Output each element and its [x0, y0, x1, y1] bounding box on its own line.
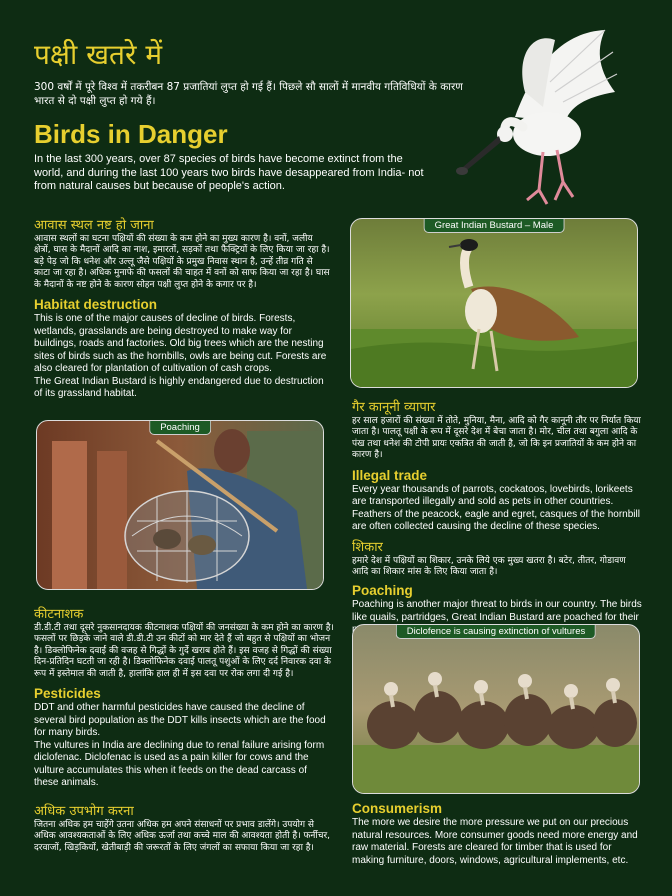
bustard-caption: Great Indian Bustard – Male — [424, 219, 565, 233]
pesticides-section — [34, 606, 334, 790]
cage-image — [37, 421, 323, 589]
pesticides-text-english: DDT and other harmful pesticides have caused the decline of several bird population as the DDT kills insects which are the food for many birds. The vultures in India are declining due to renal failure arising form diclofenac. Diclofenac is used as a pain killer for cows and the vulture accumulates this when it feeds on the dead carcass of these animals. — [34, 702, 326, 789]
illegal-trade-text-english: Every year thousands of parrots, cockatoos, lovebirds, lorikeets are transported illegally and sold as pets in other countries. Feathers of the peacock, eagle and egret, casques of the hornbill are often collected causing the decline of these species. — [352, 483, 640, 533]
consumerism-english-block — [352, 801, 644, 867]
habitat-heading-english: Habitat destruction — [34, 297, 158, 313]
habitat-text-hindi: आवास स्थलों का घटना पक्षियों की संख्या के कम होने का मुख्य कारण है। वनों, जलीय क्षेत्रों, घास के मैदानों आदि का नाश, इमारतों, सड़कों तथा फैक्ट्रियों के लिए किया जा रहा है। बड़े पेड़ जो कि धनेश और उल्लू जैसे पक्षियों के प्रमुख निवास स्थान है, उन्हें तीव्र गति से काटा जा रहा है। अधिक मुनाफे की फसलों की चाहत में वनों को साफ किया जा रहा है। घास के मैदानों के नष्ट होने के कारण सोहन पक्षी लुप्त होने के कगार पर है। — [34, 234, 330, 290]
pesticides-heading-english: Pesticides — [34, 686, 101, 702]
bustard-photo — [350, 218, 638, 388]
poaching-text-hindi: हमारे देश में पक्षियों का शिकार, उनके लिये एक मुख्य खतरा है। बटेर, तीतर, गोडावण आदि का शिकार मांस के लिए किया जाता है। — [352, 555, 626, 578]
poaching-caption: Poaching — [149, 421, 211, 435]
vultures-photo — [352, 624, 640, 794]
illegal-trade-text-hindi: हर साल हजारों की संख्या में तोते, मुनिया, मैना, आदि को गैर कानूनी तौर पर निर्यात किया जाता है। पालतू पक्षी के रूप में दूसरे देश में बेचा जाता है। मोर, चील तथा बगुला आदि के पंख तथा धनेश की टोपी प्रायः एकत्रित की जाती है, जो कि इन प्रजातियों के कम होने का कारण है। — [352, 416, 641, 461]
poaching-photo — [36, 420, 324, 590]
consumerism-heading-hindi: अधिक उपभोग करना — [34, 804, 134, 819]
consumerism-text-hindi: जितना अधिक हम चाहेंगे उतना अधिक हम अपने संसाधनों पर प्रभाव डालेंगे। उपयोग से अधिक आवश्यकताओं के लिए अधिक ऊर्जा तथा कच्चे माल की आवश्यता होती है। फर्नीचर, दरवाजों, खिड़कियों, खेतीबाड़ी की जरूरतों के लिए जंगलों का सफाया किया जा रहा है। — [34, 820, 330, 853]
poaching-heading-english: Poaching — [352, 583, 413, 599]
intro-english: In the last 300 years, over 87 species of birds have become extinct from the world, and during the last 100 years two birds have desappeared from India- not from natural causes but because of people's action. — [34, 153, 424, 192]
habitat-section — [34, 217, 330, 401]
vultures-image — [353, 625, 639, 793]
page-title-hindi: पक्षी खतरे में — [34, 38, 163, 71]
spoonbill-image — [455, 22, 625, 212]
poaching-heading-hindi: शिकार — [352, 539, 383, 555]
illegal-trade-heading-hindi: गैर कानूनी व्यापार — [352, 400, 436, 415]
consumerism-heading-english: Consumerism — [352, 801, 443, 816]
illegal-trade-section — [352, 399, 642, 637]
consumerism-hindi-block — [34, 803, 334, 854]
page-title-english: Birds in Danger — [34, 119, 228, 149]
intro-hindi: 300 वर्षों में पूरे विश्व में तकरीबन 87 प्रजातियां लुप्त हो गई हैं। पिछले सौ सालों में मानवीय गतिविधियों के कारण भारत से दो पक्षी लुप्त हो गये हैं। — [34, 81, 463, 107]
pesticides-text-hindi: डी.डी.टी तथा दूसरे नुकसानदायक कीटनाशक पक्षियों की जनसंख्या के कम होने का कारण है। फसलों पर छिड़के जाने वाले डी.डी.टी उन कीटों को मार देते हैं जो बहुत से पक्षियों का भोजन है। डिक्लोफिनेक दवाई की वजह से गिद्धों के गुर्दे खराब होते हैं। इस वजह से गिद्धों की संख्या दिन-प्रतिदिन घटती जा रही है। डिक्लोफिनेक दवाई पालतू पशुओं के लिए दर्द निवारक दवा के रूप में इस्तेमाल की जाती है, हालांकि हाल ही में इस दवा पर रोक लगा दी गई है। — [34, 623, 334, 679]
habitat-heading-hindi: आवास स्थल नष्ट हो जाना — [34, 218, 154, 233]
illegal-trade-heading-english: Illegal trade — [352, 467, 428, 483]
bustard-image — [351, 219, 637, 387]
poaching-text-english: Poaching is another major threat to birds in our country. The birds like quails, partridges, Great Indian Bustard are poached for their — [352, 599, 642, 623]
vultures-caption: Diclofence is causing extinction of vultures — [396, 625, 596, 639]
consumerism-text-english: The more we desire the more pressure we put on our precious natural resources. More consumer goods need more energy and raw material. Forests are cleared for timber that is used for making furniture, doors, windows, agricultural implements, etc. — [352, 817, 638, 866]
habitat-text-english: This is one of the major causes of decline of birds. Forests, wetlands, grasslands are being destroyed to make way for buildings, roads and factories. Old big trees which are the nesting sites of birds such as the hornbills, owls are being cut. Forests are also cleared for plantation of cultivation of cash crops. The Great Indian Bustard is highly endangered due to destruction of its grassland habitat. — [34, 313, 327, 400]
pesticides-heading-hindi: कीटनाशक — [34, 607, 84, 622]
